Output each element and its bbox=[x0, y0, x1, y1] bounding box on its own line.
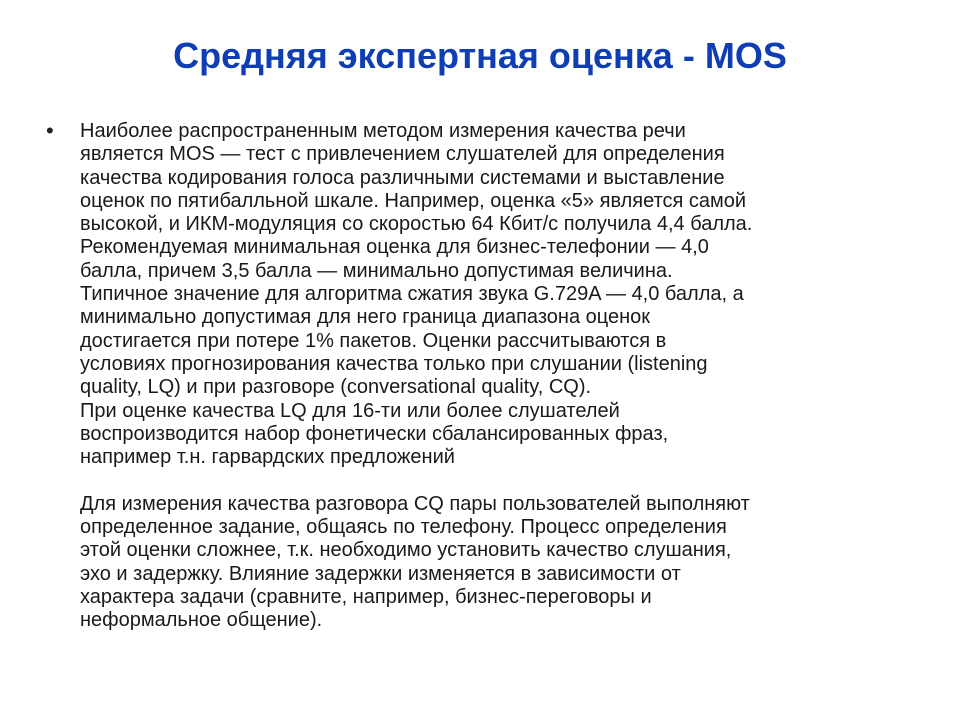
text-line: Рекомендуемая минимальная оценка для бизнес-телефонии — 4,0 bbox=[80, 236, 709, 259]
text-line: этой оценки сложнее, т.к. необходимо установить качество слушания, bbox=[80, 539, 732, 562]
bullet-marker: • bbox=[46, 118, 54, 143]
text-line: воспроизводится набор фонетически сбалансированных фраз, bbox=[80, 422, 669, 445]
text-line: характера задачи (сравните, например, бизнес-переговоры и bbox=[80, 585, 652, 608]
text-line: Наиболее распространенным методом измерения качества речи bbox=[80, 120, 686, 142]
text-line: минимально допустимая для него граница диапазона оценок bbox=[80, 306, 651, 329]
text-line: качества кодирования голоса различными системами и выставление bbox=[80, 166, 725, 189]
text-line: неформальное общение). bbox=[80, 609, 323, 632]
text-line: например т.н. гарвардских предложений bbox=[80, 446, 455, 469]
text-line: Типичное значение для алгоритма сжатия звука G.729A — 4,0 балла, а bbox=[80, 283, 744, 306]
paragraph-gap bbox=[80, 469, 910, 492]
paragraph-2 bbox=[80, 493, 910, 633]
text-line: оценок по пятибалльной шкале. Например, оценка «5» является самой bbox=[80, 189, 747, 212]
text-line: Для измерения качества разговора CQ пары пользователей выполняют bbox=[80, 492, 750, 515]
text-line: эхо и задержку. Влияние задержки изменяется в зависимости от bbox=[80, 562, 681, 585]
body-text bbox=[80, 120, 910, 633]
text-line: является MOS — тест с привлечением слушателей для определения bbox=[80, 143, 725, 166]
text-line: quality, LQ) и при разговоре (conversational quality, CQ). bbox=[80, 376, 592, 399]
text-line: балла, причем 3,5 балла — минимально допустимая величина. bbox=[80, 259, 673, 282]
text-line: определенное задание, общаясь по телефону. Процесс определения bbox=[80, 516, 727, 539]
paragraph-1 bbox=[80, 120, 910, 469]
text-line: высокой, и ИКМ-модуляция со скоростью 64 Кбит/с получила 4,4 балла. bbox=[80, 213, 753, 236]
text-line: условиях прогнозирования качества только при слушании (listening bbox=[80, 352, 708, 375]
slide-title: Средняя экспертная оценка - MOS bbox=[173, 35, 787, 76]
text-line: При оценке качества LQ для 16-ти или более слушателей bbox=[80, 399, 620, 422]
text-line: достигается при потере 1% пакетов. Оценки рассчитываются в bbox=[80, 329, 667, 352]
